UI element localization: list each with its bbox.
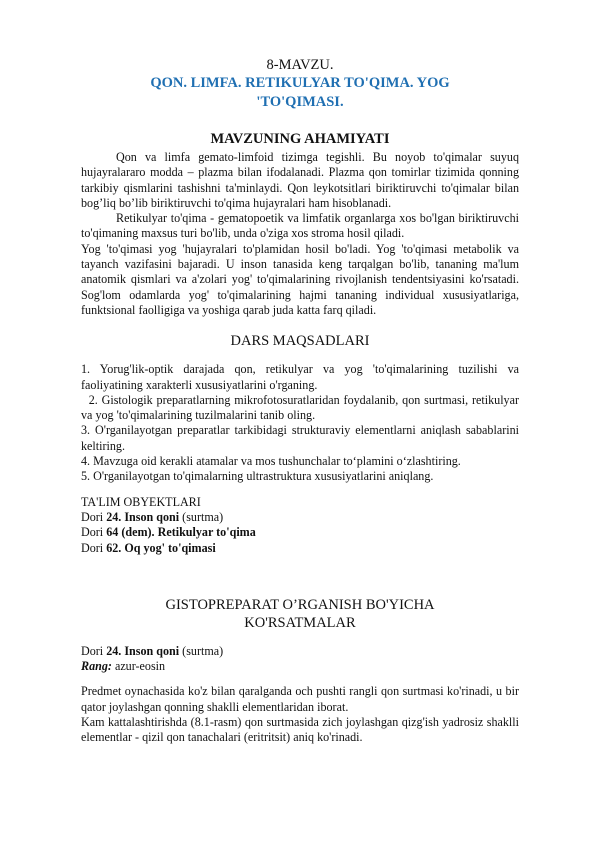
stain-label: Rang:	[81, 659, 112, 674]
goal-item-3: 3. O'rganilayotgan preparatlar tarkibidagi strukturaviy elementlarni aniqlash sabablarini keltiring.	[81, 423, 519, 453]
lesson-title-line-1: QON. LIMFA. RETIKULYAR TO'QIMA. YOG	[150, 75, 450, 91]
goal-item-5: 5. O'rganilayotgan to'qimalarning ultrastruktura xususiyatlarini aniqlang.	[81, 469, 434, 484]
objects-list	[81, 510, 519, 556]
object-item-3: Dori 62. Oq yog' to'qimasi	[81, 540, 216, 555]
lesson-title-line-2: 'TO'QIMASI.	[256, 94, 344, 110]
importance-paragraph-1: Qon va limfa gemato-limfoid tizimga tegishli. Bu noyob to'qimalar suyuq hujayralararo modda – plazma bilan ifodalanadi. Plazma qon tomirlar tizimida qonning tarkibiy qismlarini tashishni ta'minlaydi. Qon leykotsitlari biriktiruvchi to'qimalar bilan bog’liq bo’lib biriktiruvchi to'qima hujayralari ham hisoblanadi.	[81, 150, 519, 210]
importance-paragraph-2: Retikulyar to'qima - gematopoetik va limfatik organlarga xos bo'lgan biriktiruvchi to'qimaning maxsus turi bo'lib, unda o'ziga xos stroma hosil qiladi.	[81, 211, 519, 241]
object-item-1: Dori 24. Inson qoni (surtma)	[81, 509, 224, 524]
goals-heading: DARS MAQSADLARI	[230, 333, 370, 350]
goals-list	[81, 362, 523, 484]
stain-value: azur-eosin	[111, 659, 166, 674]
document-page	[81, 40, 523, 746]
guidance-paragraph-2: Kam kattalashtirishda (8.1-rasm) qon surtmasida zich joylashgan qizg'ish yadrosiz shaklli elementlar - qizil qon tanachalari (eritritsit) aniq ko'rinadi.	[81, 715, 519, 745]
guidance-paragraph-1: Predmet oynachasida ko'z bilan qaralganda och pushti rangli qon surtmasi ko'rinadi, u bir qator joylashgan qonning shaklli elementlaridan iborat.	[81, 684, 519, 714]
objects-heading: TA'LIM OBYEKTLARI	[81, 494, 201, 509]
importance-paragraph-3: Yog 'to'qimasi yog 'hujayralari to'plamidan hosil bo'ladi. Yog 'to'qimasi metabolik va tayanch vazifasini bajaradi. U inson tanasida keng tarqalgan bo'lib, tananing ma'lum anatomik qismlari va a'zolari yog' to'qimalarining rivojlanish tendentsiyasini ko'rsatadi. Sog'lom odamlarda yog' to'qimalarining hajmi tananing individual xususiyatlariga, funktsional faolligiga va yoshiga qarab juda katta farq qiladi.	[81, 241, 519, 317]
object-item-2: Dori 64 (dem). Retikulyar to'qima	[81, 525, 256, 540]
goal-item-4: 4. Mavzuga oid kerakli atamalar va mos tushunchalar to‘plamini o‘zlashtiring.	[81, 454, 461, 469]
guidance-heading-line-1: GISTOPREPARAT O’RGANISH BO'YICHA	[165, 596, 435, 613]
lesson-number: 8-MAVZU.	[266, 57, 334, 73]
goal-item-1: 1. Yorug'lik-optik darajada qon, retikulyar va yog 'to'qimalarining tuzilishi va faoliyatining xarakterli xususiyatlarini o'rganing.	[81, 362, 519, 392]
preparation-line: Dori 24. Inson qoni (surtma)	[81, 643, 224, 658]
importance-heading: MAVZUNING AHAMIYATI	[210, 131, 390, 147]
stain-line	[81, 659, 519, 674]
guidance-heading-line-2: KO'RSATMALAR	[244, 614, 356, 631]
goal-item-2: 2. Gistologik preparatlarning mikrofotosuratlaridan foydalanib, qon surtmasi, retikulyar va yog 'to'qimalarining tuzilmalarini tanib oling.	[81, 392, 523, 423]
